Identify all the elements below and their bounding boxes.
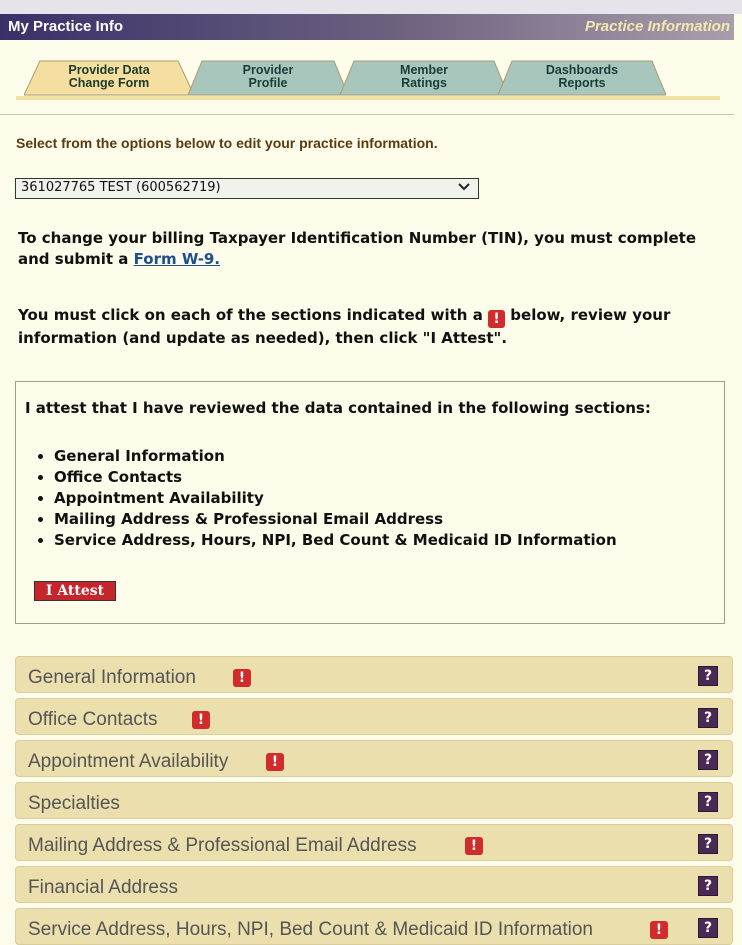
section-office-contacts[interactable] (15, 698, 733, 735)
chevron-down-icon (458, 180, 470, 198)
tab-label-line2: Reports (558, 76, 606, 90)
tab-member-ratings[interactable] (340, 58, 508, 96)
section-general-information[interactable] (15, 656, 733, 693)
help-icon[interactable]: ? (698, 876, 718, 896)
tab-label-line1: Dashboards (545, 63, 619, 77)
section-label: General Information (28, 667, 196, 688)
instruction-text: Select from the options below to edit your practice information. (16, 135, 438, 151)
section-title: Practice Information (584, 18, 730, 35)
section-appointment-availability[interactable] (15, 740, 733, 777)
practice-select-value: 361027765 TEST (600562719) (21, 180, 221, 195)
tab-label-line2: Profile (248, 76, 288, 90)
attest-notice-after: below, review your information (and update as needed), then click "I Attest". (18, 306, 671, 347)
i-attest-button[interactable]: I Attest (34, 581, 116, 601)
help-icon[interactable]: ? (698, 750, 718, 770)
divider (0, 114, 734, 115)
attest-list-item: • Service Address, Hours, NPI, Bed Count & Medicaid ID Information (54, 530, 617, 551)
attest-list (30, 446, 617, 551)
section-label: Specialties (28, 793, 120, 814)
attest-notice (18, 305, 718, 349)
section-label: Mailing Address & Professional Email Address (28, 835, 417, 856)
help-icon[interactable]: ? (698, 708, 718, 728)
attest-panel (15, 381, 725, 624)
section-mailing-address[interactable] (15, 824, 733, 861)
alert-icon: ! (488, 310, 505, 328)
help-icon[interactable]: ? (698, 666, 718, 686)
alert-icon: ! (192, 711, 210, 729)
alert-icon: ! (266, 753, 284, 771)
tab-label-line1: Member (400, 63, 448, 77)
practice-select[interactable] (15, 178, 479, 199)
help-icon[interactable]: ? (698, 834, 718, 854)
tab-label-line1: Provider Data (68, 63, 150, 77)
section-label: Service Address, Hours, NPI, Bed Count & Medicaid ID Information (28, 919, 593, 940)
tab-bar (16, 58, 720, 102)
section-label: Office Contacts (28, 709, 158, 730)
help-icon[interactable]: ? (698, 792, 718, 812)
alert-icon: ! (650, 921, 668, 939)
tab-label-line1: Provider (242, 63, 294, 77)
attest-list-item: • Mailing Address & Professional Email Address (54, 509, 617, 530)
top-strip (0, 0, 742, 14)
tin-notice-text: To change your billing Taxpayer Identification Number (TIN), you must complete and submit a (18, 229, 697, 268)
attest-heading: I attest that I have reviewed the data contained in the following sections: (25, 399, 651, 417)
form-w9-link[interactable]: Form W-9. (133, 250, 221, 268)
attest-notice-before: You must click on each of the sections indicated with a (18, 306, 483, 324)
tin-notice (18, 228, 718, 270)
help-icon[interactable]: ? (698, 918, 718, 938)
attest-list-item: • Appointment Availability (54, 488, 617, 509)
section-label: Appointment Availability (28, 751, 229, 772)
page-header (0, 14, 734, 40)
tab-provider-data-change-form[interactable] (24, 58, 194, 96)
section-financial-address[interactable] (15, 866, 733, 903)
section-service-address[interactable] (15, 908, 733, 945)
attest-list-item: • General Information (54, 446, 617, 467)
tab-label-line2: Ratings (401, 76, 447, 90)
alert-icon: ! (465, 837, 483, 855)
tab-label-line2: Change Form (68, 76, 150, 90)
section-label: Financial Address (28, 877, 178, 898)
tab-provider-profile[interactable] (188, 58, 348, 96)
attest-list-item: • Office Contacts (54, 467, 617, 488)
tab-dashboards-reports[interactable] (498, 58, 666, 96)
section-specialties[interactable] (15, 782, 733, 819)
page-title: My Practice Info (8, 18, 124, 35)
alert-icon: ! (233, 669, 251, 687)
